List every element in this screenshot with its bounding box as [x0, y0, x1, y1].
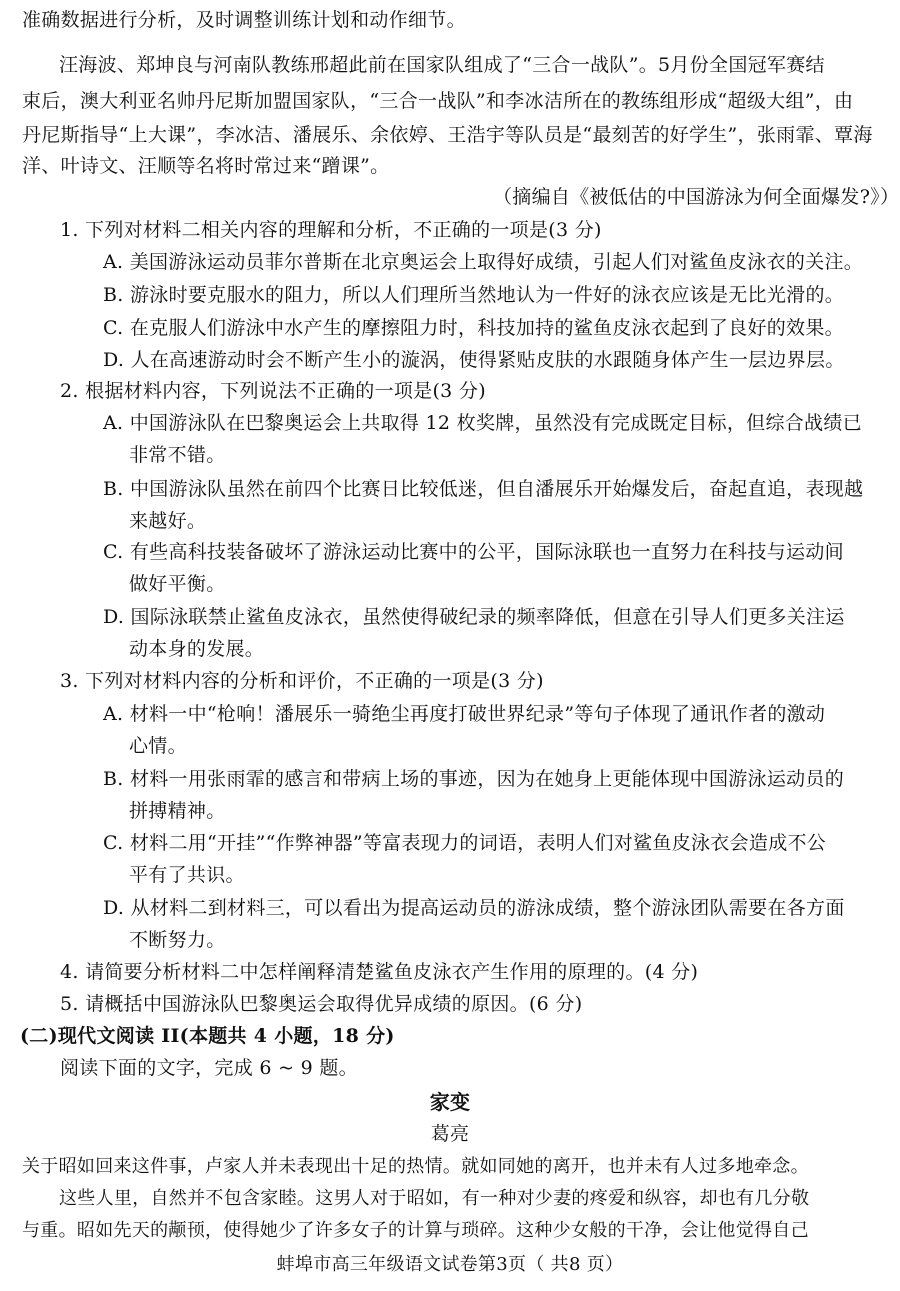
story-line: 与重。昭如先天的颟顸，使得她少了许多女子的计算与琐碎。这种少女般的干净，会让他觉得自己 — [22, 1220, 809, 1241]
question-option: B. 材料一用张雨霏的感言和带病上场的事迹，因为在她身上更能体现中国游泳运动员的 — [103, 768, 845, 790]
question-option: B. 游泳时要克服水的阻力，所以人们理所当然地认为一件好的泳衣应该是无比光滑的。 — [103, 284, 845, 306]
story-author: 葛亮 — [430, 1123, 470, 1145]
question-4: 4. 请简要分析材料二中怎样阐释清楚鲨鱼皮泳衣产生作用的原理的。(4 分) — [60, 961, 699, 983]
question-option-continued: 来越好。 — [129, 510, 207, 532]
question-2: 2. 根据材料内容，下列说法不正确的一项是(3 分) — [60, 380, 486, 402]
material-line: 束后，澳大利亚名帅丹尼斯加盟国家队，“三合一战队”和李冰洁所在的教练组形成“超级大组”，由 — [22, 90, 854, 112]
section-instruction: 阅读下面的文字，完成 6 ~ 9 题。 — [60, 1057, 358, 1079]
question-option: B. 中国游泳队虽然在前四个比赛日比较低迷，但自潘展乐开始爆发后，奋起直追，表现越 — [103, 478, 864, 500]
question-option: C. 在克服人们游泳中水产生的摩擦阻力时，科技加持的鲨鱼皮泳衣起到了良好的效果。 — [103, 317, 844, 339]
question-option-continued: 平有了共识。 — [129, 864, 245, 886]
question-option: A. 中国游泳队在巴黎奥运会上共取得 12 枚奖牌，虽然没有完成既定目标，但综合战绩已 — [103, 412, 862, 434]
page-footer: 蚌埠市高三年级语文试卷第3页（ 共8 页） — [276, 1254, 624, 1275]
question-3: 3. 下列对材料内容的分析和评价，不正确的一项是(3 分) — [60, 670, 544, 692]
question-option-continued: 拼搏精神。 — [129, 800, 226, 822]
question-option: A. 美国游泳运动员菲尔普斯在北京奥运会上取得好成绩，引起人们对鲨鱼皮泳衣的关注。 — [103, 251, 864, 273]
question-5: 5. 请概括中国游泳队巴黎奥运会取得优异成绩的原因。(6 分) — [60, 993, 583, 1015]
story-line: 关于昭如回来这件事，卢家人并未表现出十足的热情。就如同她的离开，也并未有人过多地牵念。 — [22, 1156, 809, 1177]
question-option: D. 国际泳联禁止鲨鱼皮泳衣，虽然使得破纪录的频率降低，但意在引导人们更多关注运 — [103, 606, 845, 628]
material-line: 汪海波、郑坤良与河南队教练邢超此前在国家队组成了“三合一战队”。5月份全国冠军赛结 — [59, 54, 825, 76]
question-option-continued: 不断努力。 — [129, 929, 226, 951]
question-option-continued: 非常不错。 — [129, 444, 226, 466]
material-line: 丹尼斯指导“上大课”，李冰洁、潘展乐、余依婷、王浩宇等队员是“最刻苦的好学生”，张雨霏、覃海 — [22, 124, 873, 146]
question-1: 1. 下列对材料二相关内容的理解和分析，不正确的一项是(3 分) — [60, 219, 602, 241]
question-option: C. 材料二用“开挂”“作弊神器”等富表现力的词语，表明人们对鲨鱼皮泳衣会造成不公 — [103, 832, 827, 854]
section-heading: (二)现代文阅读 II(本题共 4 小题，18 分) — [20, 1025, 395, 1047]
source-citation: （摘编自《被低估的中国游泳为何全面爆发?》） — [493, 186, 900, 208]
story-line: 这些人里，自然并不包含家睦。这男人对于昭如，有一种对少妻的疼爱和纵容，却也有几分敬 — [59, 1188, 810, 1209]
material-line: 洋、叶诗文、汪顺等名将时常过来“蹭课”。 — [22, 155, 390, 177]
question-option: D. 从材料二到材料三，可以看出为提高运动员的游泳成绩，整个游泳团队需要在各方面 — [103, 897, 845, 919]
question-option: C. 有些高科技装备破坏了游泳运动比赛中的公平，国际泳联也一直努力在科技与运动间 — [103, 541, 844, 563]
question-option: A. 材料一中“枪响！潘展乐一骑绝尘再度打破世界纪录”等句子体现了通讯作者的激动 — [103, 703, 826, 725]
question-option-continued: 心情。 — [129, 735, 187, 757]
question-option-continued: 动本身的发展。 — [129, 638, 265, 660]
material-line: 准确数据进行分析，及时调整训练计划和动作细节。 — [22, 9, 466, 31]
question-option: D. 人在高速游动时会不断产生小的漩涡，使得紧贴皮肤的水跟随身体产生一层边界层。 — [103, 349, 845, 371]
story-title: 家变 — [429, 1090, 471, 1114]
question-option-continued: 做好平衡。 — [129, 573, 226, 595]
